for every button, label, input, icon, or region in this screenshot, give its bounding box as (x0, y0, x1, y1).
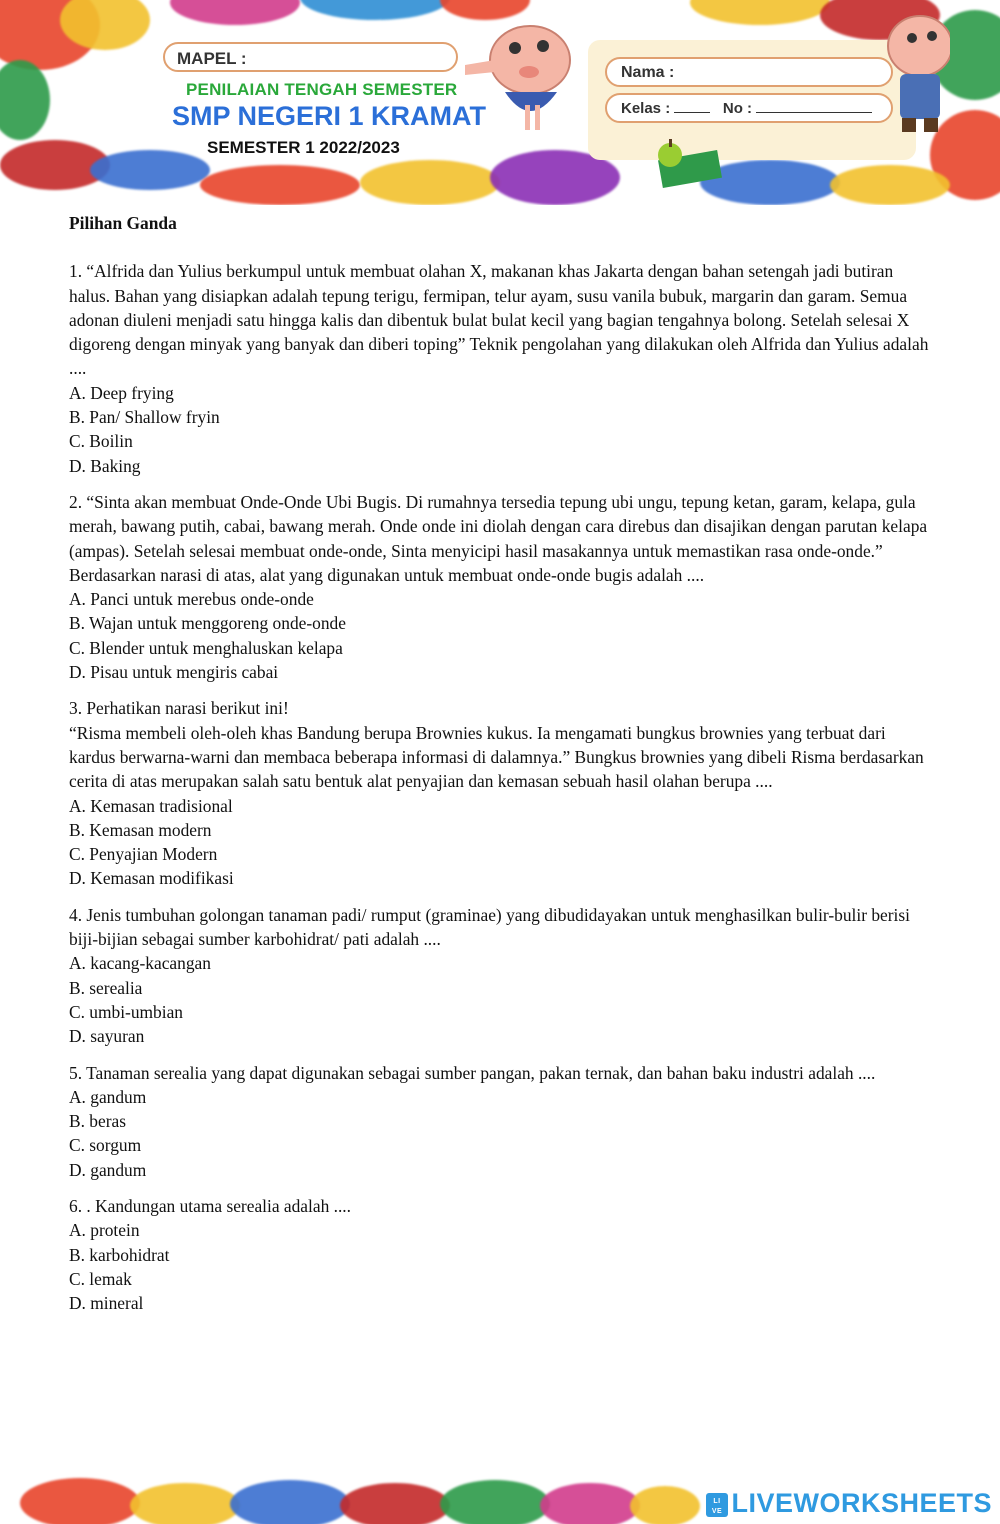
question-text: 4. Jenis tumbuhan golongan tanaman padi/ rumput (graminae) yang dibudidayakan untuk menghasilkan bulir-bulir berisi biji-bijian sebagai sumber karbohidrat/ pati adalah .... (69, 904, 910, 950)
cartoon-boy-icon (880, 8, 950, 138)
option-d[interactable]: D. mineral (69, 1293, 144, 1314)
paint-splatter (690, 0, 830, 25)
paint-splatter (130, 1483, 240, 1524)
paint-splatter (440, 0, 530, 20)
question-text: “Risma membeli oleh-oleh khas Bandung berupa Brownies kukus. Ia mengamati bungkus brownies yang terbuat dari kardus berwarna-warni dan membaca beberapa informasi di dalamnya.” Bungkus brownies yang dibeli Risma berdasarkan cerita di atas merupakan salah satu bentuk alat penyajian dan kemasan sebuah hasil olahan berupa .... (69, 722, 924, 792)
school-name: SMP NEGERI 1 KRAMAT (172, 101, 487, 131)
question-text: 2. “Sinta akan membuat Onde-Onde Ubi Bugis. Di rumahnya tersedia tepung ubi ungu, tepung ketan, garam, kelapa, gula merah, bawang putih, cabai, bawang merah. Onde onde ini diolah dengan cara direbus dan disajikan dengan parutan kelapa (ampas). Setelah selesai membuat onde-onde, Sinta menyicipi hasil masakannya untuk memastikan rasa onde-onde.” Berdasarkan narasi di atas, alat yang digunakan untuk membuat onde-onde bugis adalah .... (69, 491, 928, 585)
option-d[interactable]: D. sayuran (69, 1026, 145, 1047)
footer-decoration (0, 1458, 1000, 1524)
svg-text:LI: LI (713, 1497, 722, 1505)
liveworksheets-text: LIVEWORKSHEETS (731, 1488, 992, 1518)
question-intro: 3. Perhatikan narasi berikut ini! (69, 698, 289, 719)
option-a[interactable]: A. gandum (69, 1086, 147, 1107)
liveworksheets-badge-icon (706, 1493, 728, 1517)
option-c[interactable]: C. lemak (69, 1268, 132, 1289)
paint-splatter (170, 0, 300, 25)
paint-splatter (540, 1483, 640, 1524)
option-b[interactable]: B. karbohidrat (69, 1244, 170, 1265)
option-b[interactable]: B. Kemasan modern (69, 819, 212, 840)
option-c[interactable]: C. umbi-umbian (69, 1001, 183, 1022)
option-a[interactable]: A. Panci untuk merebus onde-onde (69, 589, 314, 610)
question-3 (69, 696, 931, 890)
liveworksheets-logo[interactable] (706, 1488, 992, 1519)
option-b[interactable]: B. serealia (69, 977, 143, 998)
paint-splatter (360, 160, 500, 205)
paint-splatter (300, 0, 450, 20)
option-a[interactable]: A. kacang-kacangan (69, 953, 211, 974)
option-c[interactable]: C. Blender untuk menghaluskan kelapa (69, 637, 343, 658)
question-5 (69, 1061, 931, 1182)
question-list (69, 211, 931, 1327)
question-1 (69, 259, 931, 478)
apple-book-icon (640, 135, 730, 190)
option-d[interactable]: D. gandum (69, 1159, 147, 1180)
option-c[interactable]: C. Penyajian Modern (69, 844, 218, 865)
mapel-label: MAPEL : (177, 49, 247, 68)
cartoon-character-icon (465, 20, 585, 135)
paint-splatter (630, 1486, 700, 1524)
svg-text:VE: VE (712, 1507, 723, 1515)
option-a[interactable]: A. protein (69, 1220, 140, 1241)
paint-splatter (20, 1478, 140, 1524)
paint-splatter (230, 1480, 350, 1524)
paint-splatter (90, 150, 210, 190)
option-b[interactable]: B. beras (69, 1111, 126, 1132)
question-4 (69, 903, 931, 1049)
no-blank[interactable] (756, 100, 872, 113)
option-c[interactable]: C. Boilin (69, 431, 133, 452)
kelas-no-field[interactable] (605, 93, 893, 123)
option-b[interactable]: B. Wajan untuk menggoreng onde-onde (69, 613, 346, 634)
paint-splatter (440, 1480, 550, 1524)
paint-splatter (830, 165, 950, 205)
nama-label: Nama : (621, 64, 675, 81)
option-d[interactable]: D. Pisau untuk mengiris cabai (69, 662, 279, 683)
kelas-label: Kelas : (621, 100, 671, 117)
question-text: 5. Tanaman serealia yang dapat digunakan sebagai sumber pangan, pakan ternak, dan bahan baku industri adalah .... (69, 1062, 876, 1083)
paint-splatter (340, 1483, 450, 1524)
question-2 (69, 490, 931, 684)
no-label: No : (722, 100, 753, 117)
option-a[interactable]: A. Deep frying (69, 382, 174, 403)
option-b[interactable]: B. Pan/ Shallow fryin (69, 407, 220, 428)
paint-splatter (200, 165, 360, 205)
paint-splatter (0, 60, 50, 140)
mapel-field (163, 42, 458, 72)
exam-subtitle: PENILAIAN TENGAH SEMESTER (186, 80, 458, 99)
worksheet-header (0, 0, 1000, 205)
question-text: 6. . Kandungan utama serealia adalah .... (69, 1195, 352, 1216)
question-text: 1. “Alfrida dan Yulius berkumpul untuk membuat olahan X, makanan khas Jakarta dengan bahan setengah jadi butiran halus. Bahan yang disiapkan adalah tepung terigu, fermipan, telur ayam, susu vanila bubuk, margarin dan garam. Semua adonan diuleni menjadi satu hingga kalis dan dibentuk bulat bulat kecil yang bagian tengahnya bolong. Setelah selesai X digoreng dengan minyak yang banyak dan diberi toping” Teknik pengolahan yang dilakukan oleh Alfrida dan Yulius adalah .... (69, 261, 929, 379)
option-a[interactable]: A. Kemasan tradisional (69, 795, 233, 816)
option-d[interactable]: D. Kemasan modifikasi (69, 868, 234, 889)
nama-field[interactable] (605, 57, 893, 87)
section-title: Pilihan Ganda (69, 213, 177, 233)
question-6 (69, 1194, 931, 1315)
option-c[interactable]: C. sorgum (69, 1135, 142, 1156)
kelas-blank[interactable] (674, 100, 710, 113)
option-d[interactable]: D. Baking (69, 455, 141, 476)
semester-label: SEMESTER 1 2022/2023 (207, 138, 400, 157)
